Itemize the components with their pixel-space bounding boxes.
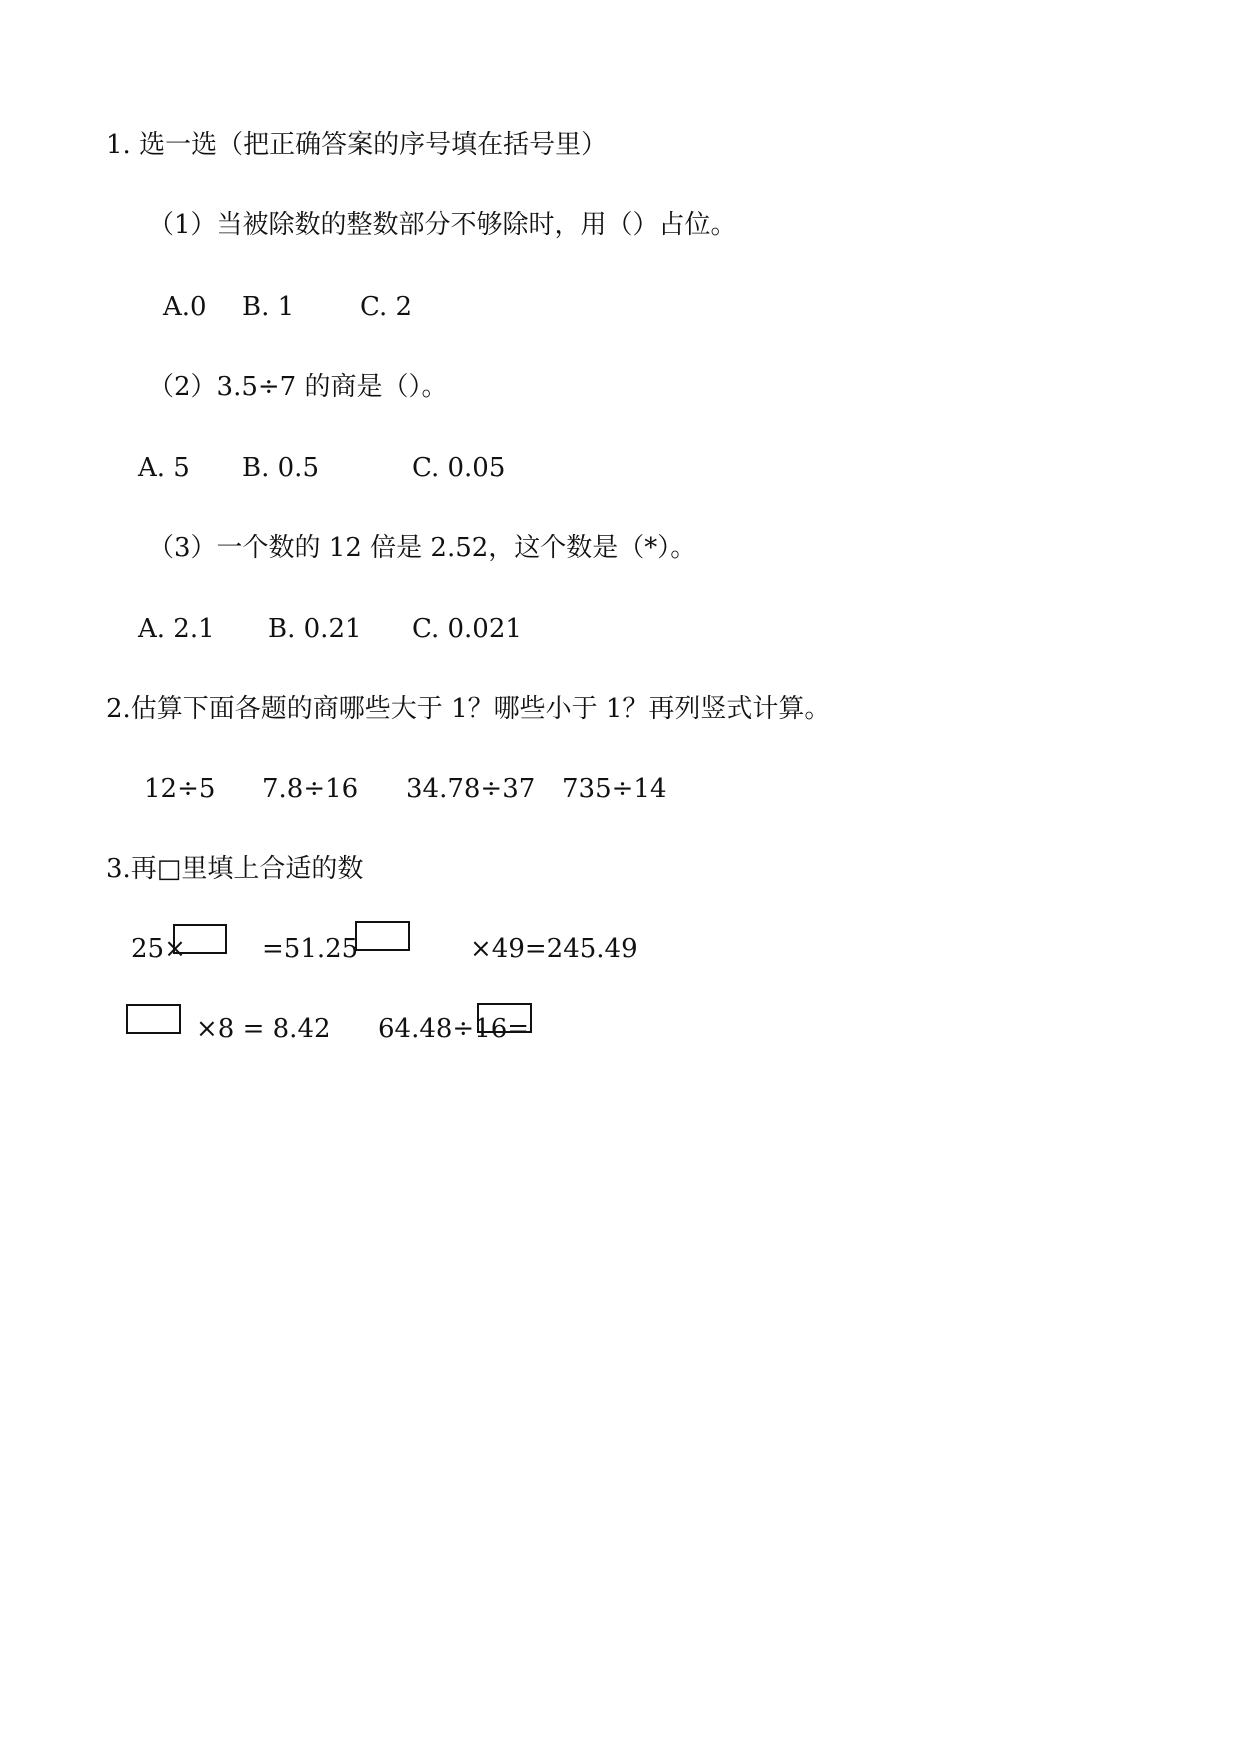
- q1-item3-option-a: A. 2.1: [138, 614, 215, 644]
- q2-expression-2: 7.8÷16: [262, 774, 359, 804]
- q3-heading: 3.再□里填上合适的数: [106, 854, 364, 884]
- q1-item1-stem: （1）当被除数的整数部分不够除时，用（）占位。: [148, 210, 737, 240]
- q3-row1-part-c: ×49=245.49: [470, 934, 638, 964]
- q1-heading: 1. 选一选（把正确答案的序号填在括号里）: [106, 130, 608, 160]
- q3-row2-answer-box-1[interactable]: [126, 1004, 181, 1034]
- q3-row1-part-b: =51.25: [262, 934, 359, 964]
- q1-item1-option-c: C. 2: [360, 292, 413, 322]
- q3-row2-answer-box-2[interactable]: [477, 1003, 532, 1033]
- q2-expression-1: 12÷5: [144, 774, 216, 804]
- q3-row1-answer-box-1[interactable]: [173, 924, 227, 954]
- q1-item1-option-a: A.0: [163, 292, 207, 322]
- q3-row1-answer-box-2[interactable]: [355, 921, 410, 951]
- q1-item3-option-b: B. 0.21: [268, 614, 362, 644]
- q2-heading: 2.估算下面各题的商哪些大于 1？哪些小于 1？再列竖式计算。: [106, 694, 831, 724]
- q2-expression-3: 34.78÷37: [406, 774, 536, 804]
- q1-item3-option-c: C. 0.021: [412, 614, 522, 644]
- q1-item1-option-b: B. 1: [242, 292, 295, 322]
- q2-expression-4: 735÷14: [562, 774, 667, 804]
- q1-item2-stem: （2）3.5÷7 的商是（）。: [148, 372, 448, 402]
- q3-row1-part-a: 25×: [131, 934, 186, 964]
- q1-item3-stem: （3）一个数的 12 倍是 2.52，这个数是（*）。: [148, 533, 697, 563]
- q1-item2-option-b: B. 0.5: [242, 453, 319, 483]
- q1-item2-option-a: A. 5: [138, 453, 190, 483]
- q3-row2-part-a: ×8 = 8.42: [196, 1014, 331, 1044]
- q1-item2-option-c: C. 0.05: [412, 453, 506, 483]
- q3-row2-part-b: 64.48÷16=: [378, 1014, 530, 1044]
